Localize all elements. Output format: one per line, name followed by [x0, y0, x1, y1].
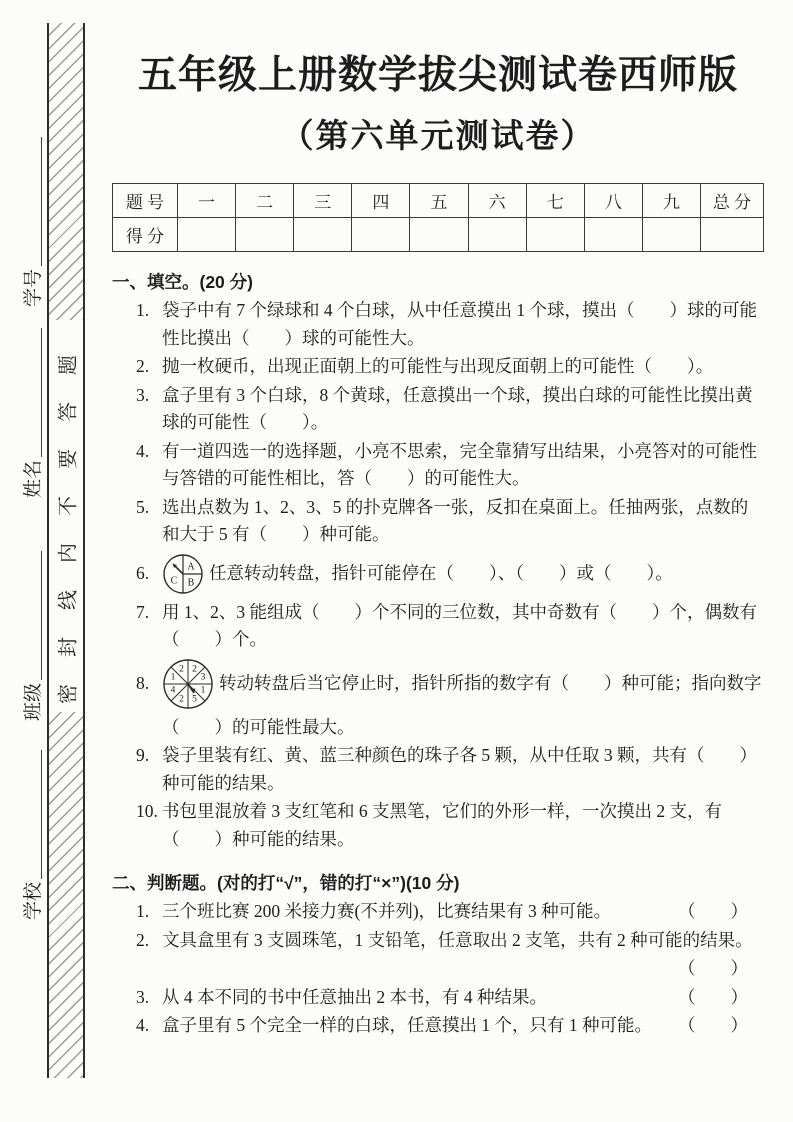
score-col-total: 总 分 [701, 184, 764, 218]
class-field [17, 551, 47, 721]
score-col-6: 六 [468, 184, 526, 218]
question-number: 2. [136, 929, 150, 950]
school-field [17, 750, 47, 920]
question-text: 用 1、2、3 能组成（ ）个不同的三位数，其中奇数有（ ）个，偶数有（ ）个。 [162, 601, 757, 649]
svg-text:3: 3 [200, 672, 206, 682]
school-blank-line [41, 750, 42, 879]
score-col-1: 一 [178, 184, 236, 218]
question-text: 转动转盘后当它停止时，指针所指的数字有（ ）种可能；指向数字 [219, 672, 762, 693]
section1-questions [112, 297, 764, 853]
question-number: 7. [136, 601, 150, 622]
svg-text:1: 1 [170, 672, 176, 682]
question-8-continued: （ ）的可能性最大。 [162, 716, 355, 737]
section2-heading: 二、判断题。(对的打“√”，错的打“×”)(10 分) [112, 873, 460, 893]
svg-text:2: 2 [179, 664, 184, 674]
student-number-field [17, 137, 47, 307]
section2-questions [112, 898, 764, 1040]
question-10 [136, 798, 764, 853]
score-col-4: 四 [352, 184, 410, 218]
question-9 [136, 742, 764, 797]
paper-subtitle: （第六单元测试卷） [280, 117, 596, 154]
score-cell [642, 218, 700, 252]
question-number: 9. [136, 745, 150, 765]
class-label: 班级 [23, 682, 44, 721]
svg-text:A: A [187, 561, 195, 572]
score-cell [178, 218, 236, 252]
question-number: 10. [136, 801, 158, 821]
section1-heading: 一、填空。(20 分) [112, 272, 253, 292]
svg-text:5: 5 [192, 694, 197, 704]
question-8 [136, 658, 764, 710]
question-number: 6. [136, 562, 150, 583]
score-col-8: 八 [584, 184, 642, 218]
student-name-label: 姓名 [23, 459, 44, 498]
score-header-label: 题 号 [113, 184, 178, 218]
question-text: 书包里混放着 3 支红笔和 6 支黑笔，它们的外形一样，一次摸出 2 支，有（ ）种可能的结果。 [162, 801, 722, 849]
question-text: 选出点数为 1、2、3、5 的扑克牌各一张，反扣在桌面上。任抽两张，点数的和大于 5 有（ ）种可能。 [162, 496, 749, 544]
question-number: 1. [136, 300, 150, 320]
question-2 [136, 353, 764, 381]
question-5 [136, 494, 764, 549]
svg-text:B: B [187, 577, 195, 588]
seal-hatch-bottom [49, 712, 83, 1078]
svg-text:4: 4 [170, 685, 176, 695]
main-content [112, 0, 764, 1041]
judge-question-4 [136, 1012, 764, 1040]
answer-bracket: （ ） [678, 986, 748, 1007]
score-col-7: 七 [526, 184, 584, 218]
question-number: 3. [136, 384, 150, 405]
answer-bracket: （ ） [678, 901, 748, 921]
score-cell [410, 218, 468, 252]
question-number: 5. [136, 496, 150, 517]
question-1 [136, 297, 764, 352]
seal-line-column [47, 23, 85, 1078]
question-7 [136, 599, 764, 654]
question-text: 任意转动转盘，指针可能停在（ ）、（ ）或（ ）。 [209, 562, 673, 583]
score-col-3: 三 [294, 184, 352, 218]
question-number: 2. [136, 356, 150, 376]
student-name-field [17, 328, 47, 498]
svg-text:1: 1 [200, 685, 206, 695]
question-4 [136, 438, 764, 493]
question-text: 有一道四选一的选择题，小亮不思索，完全靠猜写出结果，小亮答对的可能性与答错的可能性相比，答（ ）的可能性大。 [162, 440, 757, 488]
svg-text:2: 2 [192, 664, 197, 674]
question-number: 3. [136, 986, 150, 1007]
question-text: 盒子里有 5 个完全一样的白球，任意摸出 1 个，只有 1 种可能。 [162, 1015, 652, 1035]
score-cell [468, 218, 526, 252]
question-text: 袋子中有 7 个绿球和 4 个白球，从中任意摸出 1 个球，摸出（ ）球的可能性比摸出（ ）球的可能性大。 [162, 300, 757, 348]
seal-line-text: 密封线内不要答题 [57, 328, 80, 704]
score-cell [352, 218, 410, 252]
score-row-label: 得 分 [113, 218, 178, 252]
score-table-header-row [113, 184, 764, 218]
student-number-blank-line [41, 137, 42, 266]
question-3 [136, 382, 764, 437]
question-number: 1. [136, 901, 150, 921]
score-col-2: 二 [236, 184, 294, 218]
question-text: 抛一枚硬币，出现正面朝上的可能性与出现反面朝上的可能性（ ）。 [162, 356, 714, 376]
spinner-abc-icon [162, 553, 204, 595]
judge-question-2 [136, 927, 764, 955]
class-blank-line [41, 551, 42, 680]
answer-bracket: （ ） [678, 1015, 748, 1035]
paper-title: 五年级上册数学拔尖测试卷西师版 [137, 54, 738, 97]
question-text: 从 4 本不同的书中任意抽出 2 本书，有 4 种结果。 [162, 986, 547, 1007]
question-number: 4. [136, 1015, 150, 1035]
score-col-9: 九 [642, 184, 700, 218]
score-cell [701, 218, 764, 252]
score-table [112, 183, 764, 252]
question-text: 袋子里装有红、黄、蓝三种颜色的珠子各 5 颗，从中任取 3 颗，共有（ ）种可能的结果。 [162, 745, 757, 793]
score-cell [526, 218, 584, 252]
school-label: 学校 [23, 881, 44, 920]
question-text: 盒子里有 3 个白球，8 个黄球，任意摸出一个球，摸出白球的可能性比摸出黄球的可能性（ ）。 [162, 384, 753, 432]
seal-text-box [49, 320, 83, 712]
spinner-numbers-icon [162, 658, 214, 710]
score-col-5: 五 [410, 184, 468, 218]
score-cell [236, 218, 294, 252]
score-cell [294, 218, 352, 252]
question-text: 三个班比赛 200 米接力赛(不并列)，比赛结果有 3 种可能。 [162, 901, 612, 921]
judge-question-1 [136, 898, 764, 926]
judge-question-3 [136, 984, 764, 1012]
question-number: 4. [136, 440, 150, 461]
svg-text:2: 2 [179, 694, 184, 704]
student-name-blank-line [41, 328, 42, 457]
answer-bracket: （ ） [678, 958, 748, 978]
seal-hatch-top [49, 23, 83, 320]
student-number-label: 学号 [23, 268, 44, 307]
question-text: 文具盒里有 3 支圆珠笔，1 支铅笔，任意取出 2 支笔，共有 2 种可能的结果。 [162, 929, 753, 950]
svg-text:C: C [170, 575, 178, 586]
score-cell [584, 218, 642, 252]
question-6 [136, 553, 764, 595]
score-table-score-row [113, 218, 764, 252]
question-number: 8. [136, 672, 150, 693]
